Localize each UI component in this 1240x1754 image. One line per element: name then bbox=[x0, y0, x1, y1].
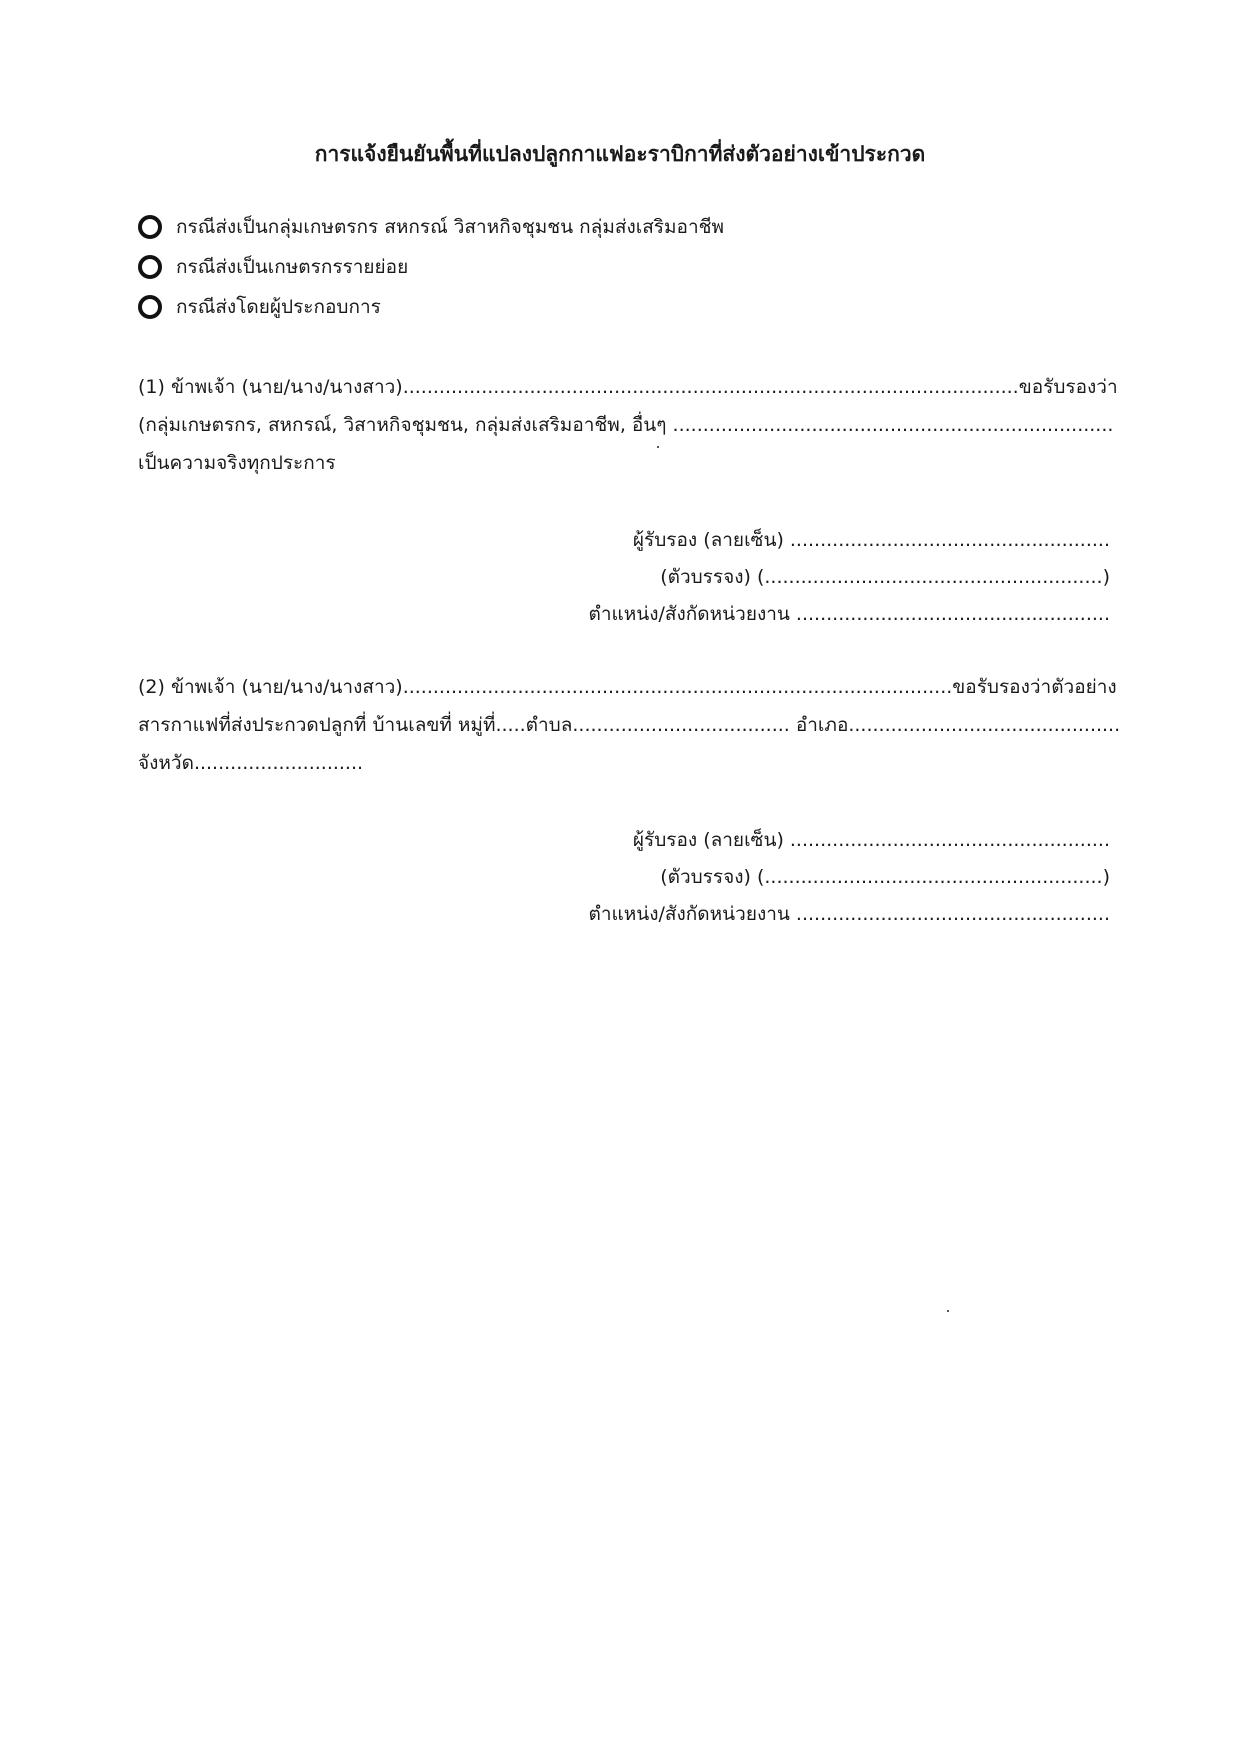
option-small-farmer[interactable] bbox=[138, 250, 408, 284]
signature1-sign[interactable]: ผู้รับรอง (ลายเซ็น) ..................................................... bbox=[632, 529, 1110, 551]
section1-line3: เป็นความจริงทุกประการ bbox=[138, 452, 336, 474]
radio-circle-icon[interactable] bbox=[138, 295, 162, 319]
section1-line1[interactable]: (1) ข้าพเจ้า (นาย/นาง/นางสาว)......................................................................................................ขอรับรองว่า bbox=[138, 376, 1118, 398]
stray-mark bbox=[947, 1310, 949, 1312]
section2-line2[interactable]: สารกาแฟที่ส่งประกวดปลูกที่ บ้านเลขที่ หมู่ที่.....ตำบล.................................... อำเภอ............................................. bbox=[138, 714, 1121, 736]
signature2-sign[interactable]: ผู้รับรอง (ลายเซ็น) ..................................................... bbox=[632, 829, 1110, 851]
option-entrepreneur[interactable] bbox=[138, 290, 381, 324]
option-label: กรณีส่งเป็นกลุ่มเกษตรกร สหกรณ์ วิสาหกิจชุมชน กลุ่มส่งเสริมอาชีพ bbox=[176, 216, 725, 238]
page-title: การแจ้งยืนยันพื้นที่แปลงปลูกกาแฟอะราบิกาที่ส่งตัวอย่างเข้าประกวด bbox=[314, 142, 926, 166]
stray-mark bbox=[657, 446, 659, 448]
option-label: กรณีส่งเป็นเกษตรกรรายย่อย bbox=[176, 256, 409, 278]
signature2-position[interactable]: ตำแหน่ง/สังกัดหน่วยงาน .................................................... bbox=[588, 903, 1110, 925]
signature1-position[interactable]: ตำแหน่ง/สังกัดหน่วยงาน .................................................... bbox=[588, 603, 1110, 625]
option-label: กรณีส่งโดยผู้ประกอบการ bbox=[176, 296, 381, 318]
section1-line2[interactable]: (กลุ่มเกษตรกร, สหกรณ์, วิสาหกิจชุมชน, กลุ่มส่งเสริมอาชีพ, อื่นๆ ......................................................................... bbox=[138, 414, 1114, 436]
radio-circle-icon[interactable] bbox=[138, 255, 162, 279]
signature2-name[interactable]: (ตัวบรรจง) (........................................................) bbox=[660, 866, 1110, 888]
signature1-name[interactable]: (ตัวบรรจง) (........................................................) bbox=[660, 566, 1110, 588]
option-farmer-group[interactable] bbox=[138, 210, 724, 244]
section2-line1[interactable]: (2) ข้าพเจ้า (นาย/นาง/นางสาว)...........................................................................................ขอรับรองว่าตัวอย่าง bbox=[138, 676, 1117, 698]
section2-line3[interactable]: จังหวัด............................ bbox=[138, 752, 364, 774]
radio-circle-icon[interactable] bbox=[138, 215, 162, 239]
